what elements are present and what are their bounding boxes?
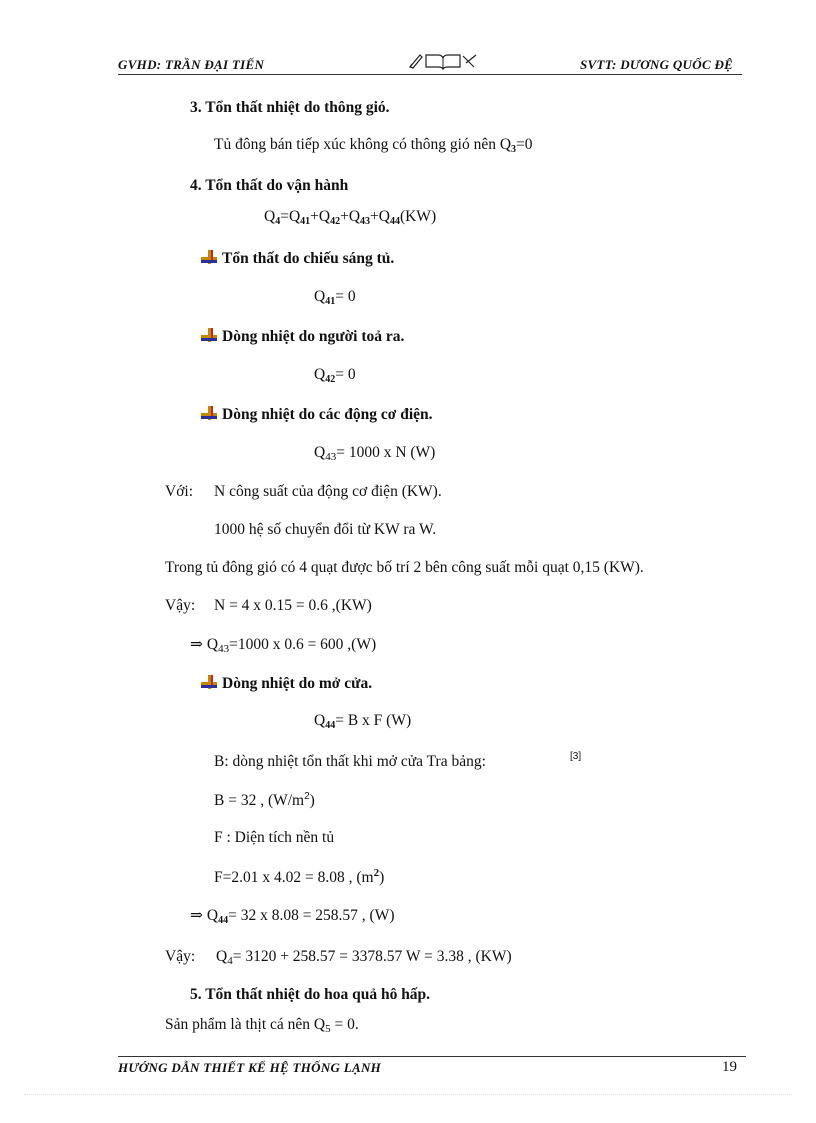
b-value: B = 32 , $(W/m^2)$ xyxy=(214,791,315,810)
voi-label: Với: xyxy=(165,483,194,500)
formula-q43: $Q_{43}= 1000$ x N (W) xyxy=(314,444,436,463)
header-rule xyxy=(118,74,742,75)
vay2-label: Vậy: xyxy=(165,948,196,965)
formula-q42: $Q_{42}= 0$ xyxy=(314,366,356,385)
implies-arrow: ⇒ xyxy=(190,907,203,924)
vay1-label: Vậy: xyxy=(165,597,196,614)
implication-q43: ⇒ $Q_{43}=1000$ x 0.6 = 600 ,(W) xyxy=(190,636,377,655)
book-quill-icon xyxy=(408,51,478,76)
cross-bullet-icon xyxy=(200,327,218,343)
cross-bullet-icon xyxy=(200,249,218,265)
cross-bullet-icon xyxy=(200,405,218,421)
section-3-title: 3. Tổn thất nhiệt do thông gió. xyxy=(190,99,390,116)
f-definition: F : Diện tích nền tủ xyxy=(214,829,335,846)
section-5-text: Sản phẩm là thịt cá nên $Q_5 = 0$. xyxy=(165,1016,359,1035)
bullet-door: Dòng nhiệt do mở cửa. xyxy=(200,674,372,693)
section-3-text: Tủ đông bán tiếp xúc không có thông gió nên $Q_3=0$ xyxy=(214,136,533,155)
cross-bullet-icon xyxy=(200,674,218,690)
page-number: 19 xyxy=(722,1059,737,1075)
bullet-people: Dòng nhiệt do người toả ra. xyxy=(200,327,404,346)
vay2-text: $Q_4= 3120 + 258.57 = 3378.57$ W = 3.38 , (KW) xyxy=(216,948,512,967)
formula-q44: $Q_{44}= B$ x F (W) xyxy=(314,712,412,731)
implication-q44: ⇒ $Q_{44}= 32$ x 8.08 = 258.57 , (W) xyxy=(190,907,395,926)
page-bottom-border xyxy=(24,1094,792,1095)
header-right: SVTT: DƯƠNG QUỐC ĐỆ xyxy=(580,57,734,72)
vay1-text: N = 4 x 0.15 = 0.6 ,(KW) xyxy=(214,597,372,614)
formula-q4-sum: $Q_4=Q_{41}+Q_{42}+Q_{43}+Q_{44}(KW)$ xyxy=(264,208,437,227)
formula-q41: $Q_{41}= 0$ xyxy=(314,288,356,307)
conversion-text: 1000 hệ số chuyển đổi từ KW ra W. xyxy=(214,521,437,538)
fan-paragraph: Trong tủ đông gió có 4 quạt được bố trí 2 bên công suất mỗi quạt 0,15 (KW). xyxy=(165,559,644,576)
implies-arrow: ⇒ xyxy=(190,636,203,653)
voi-text: N công suất của động cơ điện (KW). xyxy=(214,483,442,500)
f-value: F=2.01 x 4.02 = 8.08 , $(m^2)$ xyxy=(214,867,385,886)
footer-rule xyxy=(118,1056,746,1057)
header-left: GVHD: TRẦN ĐẠI TIẾN xyxy=(118,57,265,72)
b-definition: B: dòng nhiệt tổn thất khi mở cửa Tra bảng: xyxy=(214,753,486,770)
bullet-lighting: Tổn thất do chiếu sáng tủ. xyxy=(200,249,394,268)
footer-title: HƯỚNG DẪN THIẾT KẾ HỆ THỐNG LẠNH xyxy=(118,1060,382,1075)
section-4-title: 4. Tổn thất do vận hành xyxy=(190,177,349,194)
bullet-motors: Dòng nhiệt do các động cơ điện. xyxy=(200,405,433,424)
reference-marker: [3] xyxy=(570,751,582,762)
section-5-title: 5. Tổn thất nhiệt do hoa quả hô hấp. xyxy=(190,986,431,1003)
